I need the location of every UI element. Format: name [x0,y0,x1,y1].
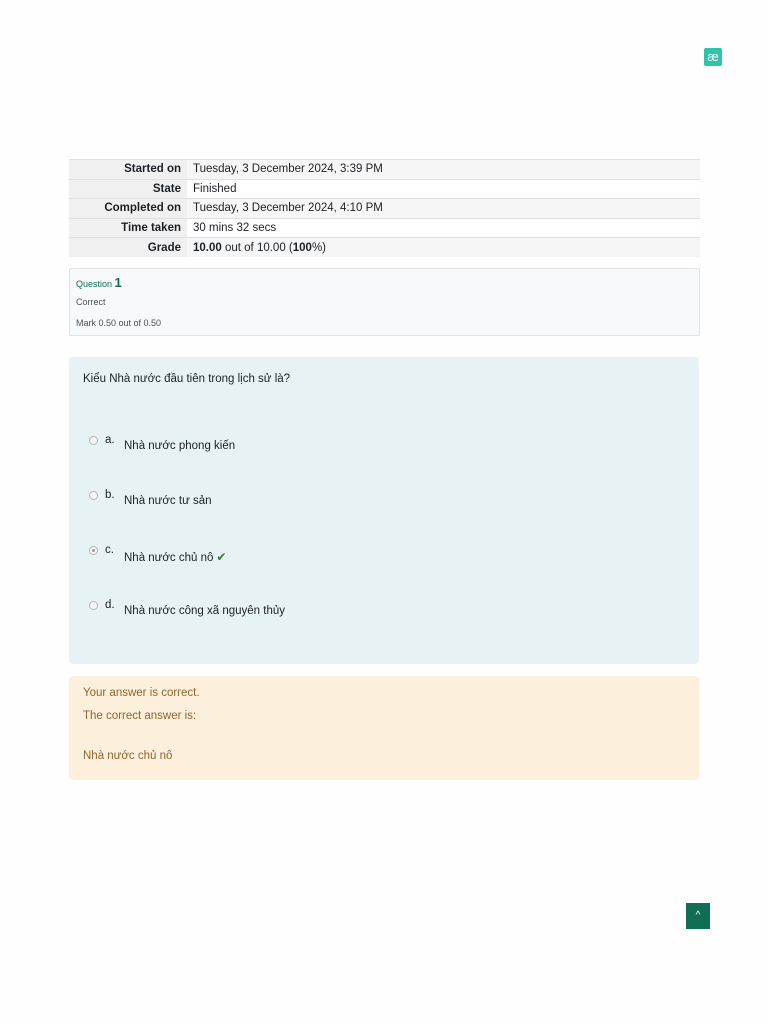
back-to-top-button[interactable] [686,903,710,929]
grade-percent: 100 [292,241,312,254]
summary-row-state [69,179,700,199]
option-text: Nhà nước tư sản [124,495,212,507]
grade-end: %) [311,241,326,254]
summary-row-grade [69,238,700,258]
started-on-label: Started on [69,160,187,180]
quiz-summary-table [69,159,700,257]
question-number [76,275,122,290]
option-letter: d. [105,599,115,611]
question-mark: Mark 0.50 out of 0.50 [76,318,162,328]
question-number-prefix: Question [76,279,115,289]
option-letter: a. [105,434,115,446]
grade-score: 10.00 [193,241,222,254]
summary-row-completed [69,199,700,219]
option-text-with-tick [124,550,226,564]
radio-a[interactable] [89,436,98,445]
question-text: Kiểu Nhà nước đầu tiên trong lịch sử là? [83,373,291,385]
option-letter: c. [105,544,114,556]
ae-logo-icon[interactable]: æ [704,48,722,66]
time-taken-value: 30 mins 32 secs [187,218,700,238]
option-text: Nhà nước công xã nguyên thủy [124,605,286,617]
completed-on-value: Tuesday, 3 December 2024, 4:10 PM [187,199,700,219]
feedback-box [69,676,699,780]
question-number-value: 1 [114,275,122,290]
feedback-result: Your answer is correct. [83,687,200,699]
grade-label: Grade [69,238,187,258]
grade-value [187,238,700,258]
feedback-correct-answer: Nhà nước chủ nô [83,750,173,762]
summary-row-time [69,218,700,238]
radio-c-checked[interactable] [89,546,98,555]
started-on-value: Tuesday, 3 December 2024, 3:39 PM [187,160,700,180]
question-info-box [69,268,700,336]
question-formulation [69,357,699,664]
option-letter: b. [105,489,115,501]
option-text: Nhà nước chủ nô [124,552,214,564]
summary-row-started [69,160,700,180]
feedback-correct-label: The correct answer is: [83,710,197,722]
option-text: Nhà nước phong kiến [124,440,236,452]
question-state: Correct [76,297,106,307]
radio-b[interactable] [89,491,98,500]
state-label: State [69,179,187,199]
grade-mid: out of 10.00 ( [221,241,293,254]
radio-d[interactable] [89,601,98,610]
completed-on-label: Completed on [69,199,187,219]
check-icon: ✔ [216,550,227,564]
state-value: Finished [187,179,700,199]
time-taken-label: Time taken [69,218,187,238]
chevron-up-icon: ^ [695,910,701,921]
